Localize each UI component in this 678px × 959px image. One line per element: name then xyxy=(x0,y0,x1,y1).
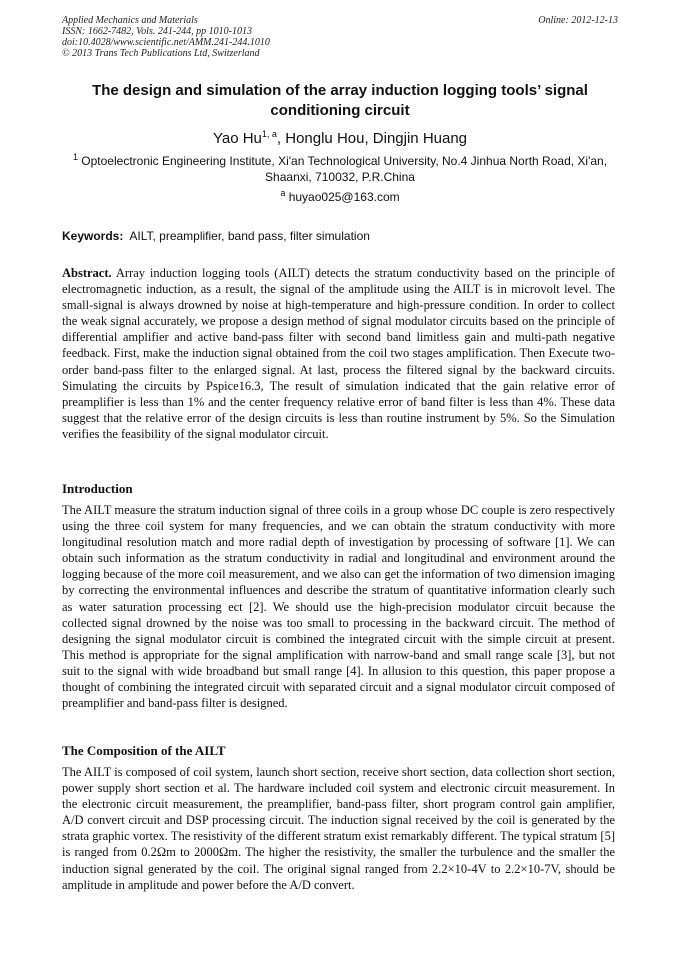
composition-paragraph: The AILT is composed of coil system, launch short section, receive short section, data collection short section, power supply short section et al. The hardware included coil system and electronic circuit measurement. In the electronic circuit measurement, the preamplifier, band-pass filter, short program control gain amplifier, A/D convert circuit and DSP processing circuit. The induction signal received by the coil is generated by the strata graphic vortex. The resistivity of the different stratum exist remarkably different. The typical stratum [5] is ranged from 0.2Ωm to 2000Ωm. The higher the resistivity, the smaller the turbulence and the smaller the induction signal generated by the coil. The original signal ranged from 2.2×10-4V to 2.2×10-7V, should be amplitude in amplitude and power before the A/D convert. xyxy=(62,765,615,892)
author-line xyxy=(62,125,618,148)
introduction-heading: Introduction xyxy=(62,481,133,496)
abstract-text: Array induction logging tools (AILT) detects the stratum conductivity based on the principle of electromagnetic induction, as a result, the signal of the amplitude using the AILT is in microvolt level. The small-signal is always drowned by noise at high-temperature and high-pressure condition. In order to collect the weak signal accurately, we propose a design method of signal modulator circuits based on the principle of differential amplifier and active band-pass filter with second band limitless gain and multi-path negative feedback. First, make the induction signal obtained from the coil two stages amplification. Then Execute two-order band-pass filter to the enlarged signal. At last, process the filtered signal by the backward circuits. Simulating the circuits by Pspice16.3, The result of simulation indicated that the gain relative error of preamplifier is less than 1% and the center frequency relative error of band filter is less than 4%. These data suggest that the relative error of the design circuits is less than routine instrument by 5%. So the Simulation verifies the feasibility of the signal modulator circuit. xyxy=(62,266,615,441)
introduction-paragraph: The AILT measure the stratum induction signal of three coils in a group whose DC couple is zero respectively using the three coil system for many frequencies, and we can obtain the stratum conductivity with more longitudinal resolution match and more radial depth of investigation by processing of software [1]. We can obtain such information as the stratum conductivity in radial and longitudinal and environment around the logging because of the more coil measurement, and we also can get the information of two dimension imaging by correcting the environmental influences and describe the stratum of quantitative information clearly such as water saturation processing ect [2]. We should use the high-precision modulator circuit because the collected signal drowned by the noise was too small to processing in the backward circuit. The method of designing the signal modulator circuit is combined the integrated circuit with the simple circuit at present. This method is appropriate for the signal amplification with narrow-band and small range scale [3], but not suit to the signal with wide broadband but small range [4]. In allusion to this question, this paper propose a thought of combining the integrated circuit with separated circuit and a signal modulator circuit composed of preamplifier and band-pass filter is designed. xyxy=(62,503,615,711)
journal-name: Applied Mechanics and Materials xyxy=(62,15,198,26)
email-line xyxy=(62,185,618,205)
email-address: huyao025@163.com xyxy=(285,190,400,204)
keywords xyxy=(62,228,618,244)
issn-line: ISSN: 1662-7482, Vols. 241-244, pp 1010-1013 xyxy=(62,26,252,37)
other-authors: , Honglu Hou, Dingjin Huang xyxy=(276,130,468,147)
keywords-label: Keywords: xyxy=(62,229,124,243)
doi-line: doi:10.4028/www.scientific.net/AMM.241-244.1010 xyxy=(62,37,270,48)
affiliation-superscript: 1 xyxy=(72,152,78,162)
affiliation xyxy=(70,149,610,185)
paper-title: The design and simulation of the array induction logging tools’ signal conditioning circuit xyxy=(92,82,588,119)
copyright-line: © 2013 Trans Tech Publications Ltd, Switzerland xyxy=(62,48,260,59)
journal-header xyxy=(62,15,618,59)
composition-heading: The Composition of the AILT xyxy=(62,743,226,758)
abstract-label: Abstract. xyxy=(62,266,112,280)
first-author: Yao Hu xyxy=(212,130,262,147)
email-superscript: a xyxy=(280,188,286,198)
abstract xyxy=(62,265,615,442)
first-author-superscript: 1, a xyxy=(261,129,277,139)
keywords-text: AILT, preamplifier, band pass, filter simulation xyxy=(123,229,370,243)
affiliation-text: Optoelectronic Engineering Institute, Xi'an Technological University, No.4 Jinhua North Road, Xi'an, Shaanxi, 710032, P.R.China xyxy=(77,154,608,184)
online-date: Online: 2012-12-13 xyxy=(538,15,618,26)
